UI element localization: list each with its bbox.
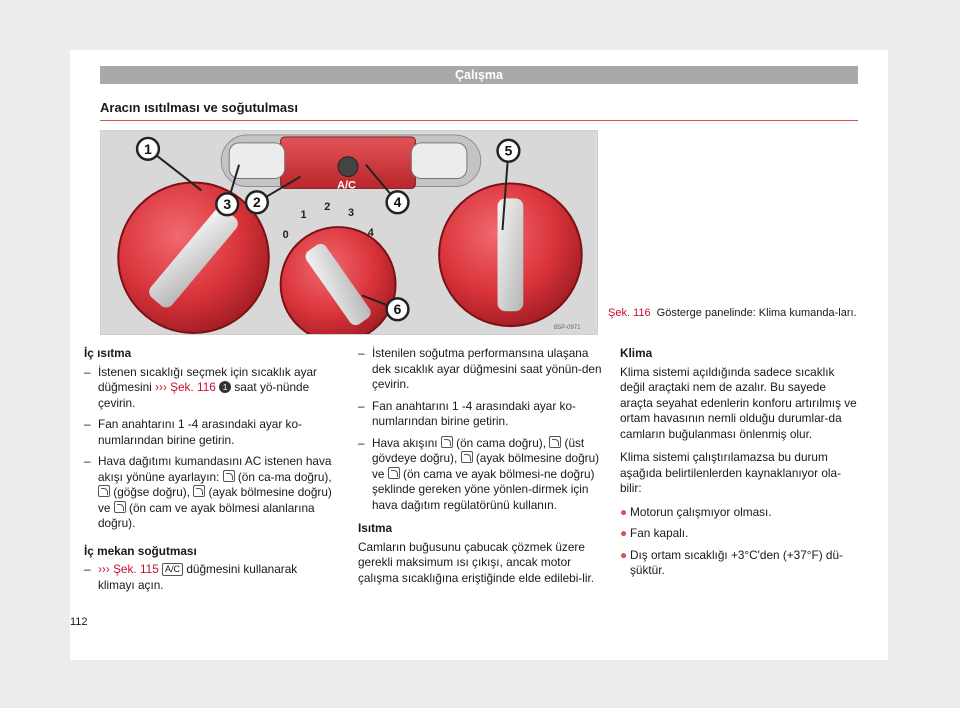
list-item (620, 505, 860, 521)
list-item-text: (ön cam ve ayak bölmesi alanlarına doğru). (98, 500, 315, 530)
callout-number: 6 (393, 301, 402, 318)
list-item-text: Fan kapalı. (630, 526, 689, 540)
seat-heat-right-switch[interactable] (411, 143, 466, 179)
list-item-text: (ön cama ve ayak bölmesi-ne doğru) şeklinde gereken yöne yönlen-dirmek için hava dağıtım regülatörünü kullanın. (372, 466, 595, 512)
dash: – (358, 398, 365, 413)
list-item (84, 365, 334, 412)
ac-key: A/C (162, 563, 183, 576)
list-item (84, 417, 334, 448)
list-item-text: Hava akışını (372, 435, 441, 450)
ac-button[interactable] (338, 157, 358, 177)
column-3 (620, 346, 860, 585)
dash: – (84, 562, 91, 576)
list-item-text: Fan anahtarını 1 -4 arasındaki ayar ko-numlarından birine getirin. (98, 417, 302, 447)
air-distribution-knob-grip (498, 198, 524, 311)
bullet-dot: ● (620, 504, 628, 519)
interior-cooling-title: İç mekan soğutması (84, 543, 197, 558)
climate-paragraph-1: Klima sistemi açıldığında sadece sıcaklık değil araçtaki nem de azalır. Bu sayede araçta seyahat edenlerin konforu artırılmış ve ortam havasının nemli olduğu durumlar-da camların buğulanması önlenmiş olur. (620, 364, 857, 441)
callout-number: 1 (144, 140, 152, 157)
dial-number: 4 (367, 226, 374, 239)
dial-number: 3 (348, 207, 355, 220)
list-item (620, 548, 860, 579)
list-item-text: (ön cama doğru), (452, 435, 550, 450)
list-item (84, 454, 334, 532)
dash: – (358, 435, 365, 450)
manual-page (70, 50, 888, 660)
figure-ref: Şek. 116 (608, 307, 651, 319)
dial-number: 0 (282, 228, 289, 241)
heating-paragraph: Camların buğusunu çabucak çözmek üzere gerekli maksimum ısı çıkışı, ancak motor çalışma sıcaklığına eriştiğinde elde edilebi-lir. (358, 539, 595, 585)
page-number: 112 (70, 616, 88, 628)
heating-title: Isıtma (358, 521, 393, 535)
climate-control-figure (100, 130, 598, 335)
dial-number: 1 (300, 209, 307, 222)
list-item-text: (ön ca-ma doğru), (234, 469, 332, 484)
list-item-text: Dış ortam sıcaklığı +3°C'den (+37°F) dü-şüktür. (630, 547, 843, 577)
dash: – (84, 364, 91, 379)
list-item-text: İstenen sıcaklığı seçmek için sıcaklık ayar düğmesini (98, 364, 317, 394)
list-item-text: Motorun çalışmıyor olması. (630, 504, 772, 519)
list-item (358, 346, 604, 393)
callout-badge: 1 (219, 381, 231, 393)
figure-caption-text: Gösterge panelinde: Klima kumanda-ları. (656, 307, 857, 319)
list-item-text: düğmesini kullanarak klimayı açın. (98, 562, 298, 592)
list-item-text: (göğse doğru), (110, 485, 194, 499)
dash: – (84, 454, 91, 468)
dash: – (84, 417, 91, 431)
interior-heating-title: İç ısıtma (84, 346, 132, 360)
list-item-text: saat yö-nünde çevirin. (98, 380, 310, 410)
figure-caption (608, 306, 858, 320)
list-item (358, 399, 604, 430)
footwell-airflow-icon (193, 485, 205, 497)
list-item (358, 436, 604, 514)
figure-link[interactable]: ››› Şek. 115 (98, 562, 159, 576)
page-header: Çalışma (100, 66, 858, 84)
callout-number: 4 (393, 194, 402, 211)
figure-link[interactable]: ››› Şek. 116 (155, 380, 216, 394)
ac-label: A/C (337, 179, 356, 192)
windshield-airflow-icon (223, 470, 235, 482)
bullet-dot: ● (620, 526, 628, 540)
dial-number: 2 (324, 201, 331, 214)
section-title: Aracın ısıtılması ve soğutulması (100, 100, 298, 115)
section-title-rule (100, 120, 858, 121)
list-item (84, 562, 334, 593)
callout-number: 3 (223, 196, 232, 213)
chest-airflow-icon (98, 485, 110, 497)
figure-code: B5P-0971 (553, 325, 581, 332)
footwell-airflow-icon (461, 451, 473, 463)
column-2 (358, 346, 604, 594)
dash: – (358, 346, 365, 360)
list-item-text: (üst gövdeye doğru), (372, 435, 585, 465)
list-item-text: Fan anahtarını 1 -4 arasındaki ayar ko-numlarından birine getirin. (372, 398, 576, 428)
windshield-footwell-airflow-icon (114, 501, 126, 513)
list-item (620, 526, 860, 542)
column-1 (84, 346, 334, 599)
chest-airflow-icon (549, 436, 561, 448)
list-item-text: Hava dağıtımı kumandasını AC istenen hava akışı yönüne ayarlayın: (98, 454, 332, 484)
callout-number: 2 (253, 194, 261, 211)
windshield-footwell-airflow-icon (388, 467, 400, 479)
climate-control-illustration (101, 131, 597, 334)
windshield-airflow-icon (441, 436, 453, 448)
climate-paragraph-2: Klima sistemi çalıştırılamazsa bu durum aşağıda belirtilenlerden kaynaklanıyor ola-bilir: (620, 450, 841, 495)
list-item-text: (ayak bölmesine doğru) ve (98, 485, 332, 515)
callout-number: 5 (504, 142, 513, 159)
list-item-text: (ayak bölmesine doğru) ve (372, 451, 600, 481)
bullet-dot: ● (620, 547, 628, 562)
climate-title: Klima (620, 346, 653, 360)
list-item-text: İstenilen soğutma performansına ulaşana dek sıcaklık ayar düğmesini saat yönün-den çevirin. (372, 346, 602, 391)
